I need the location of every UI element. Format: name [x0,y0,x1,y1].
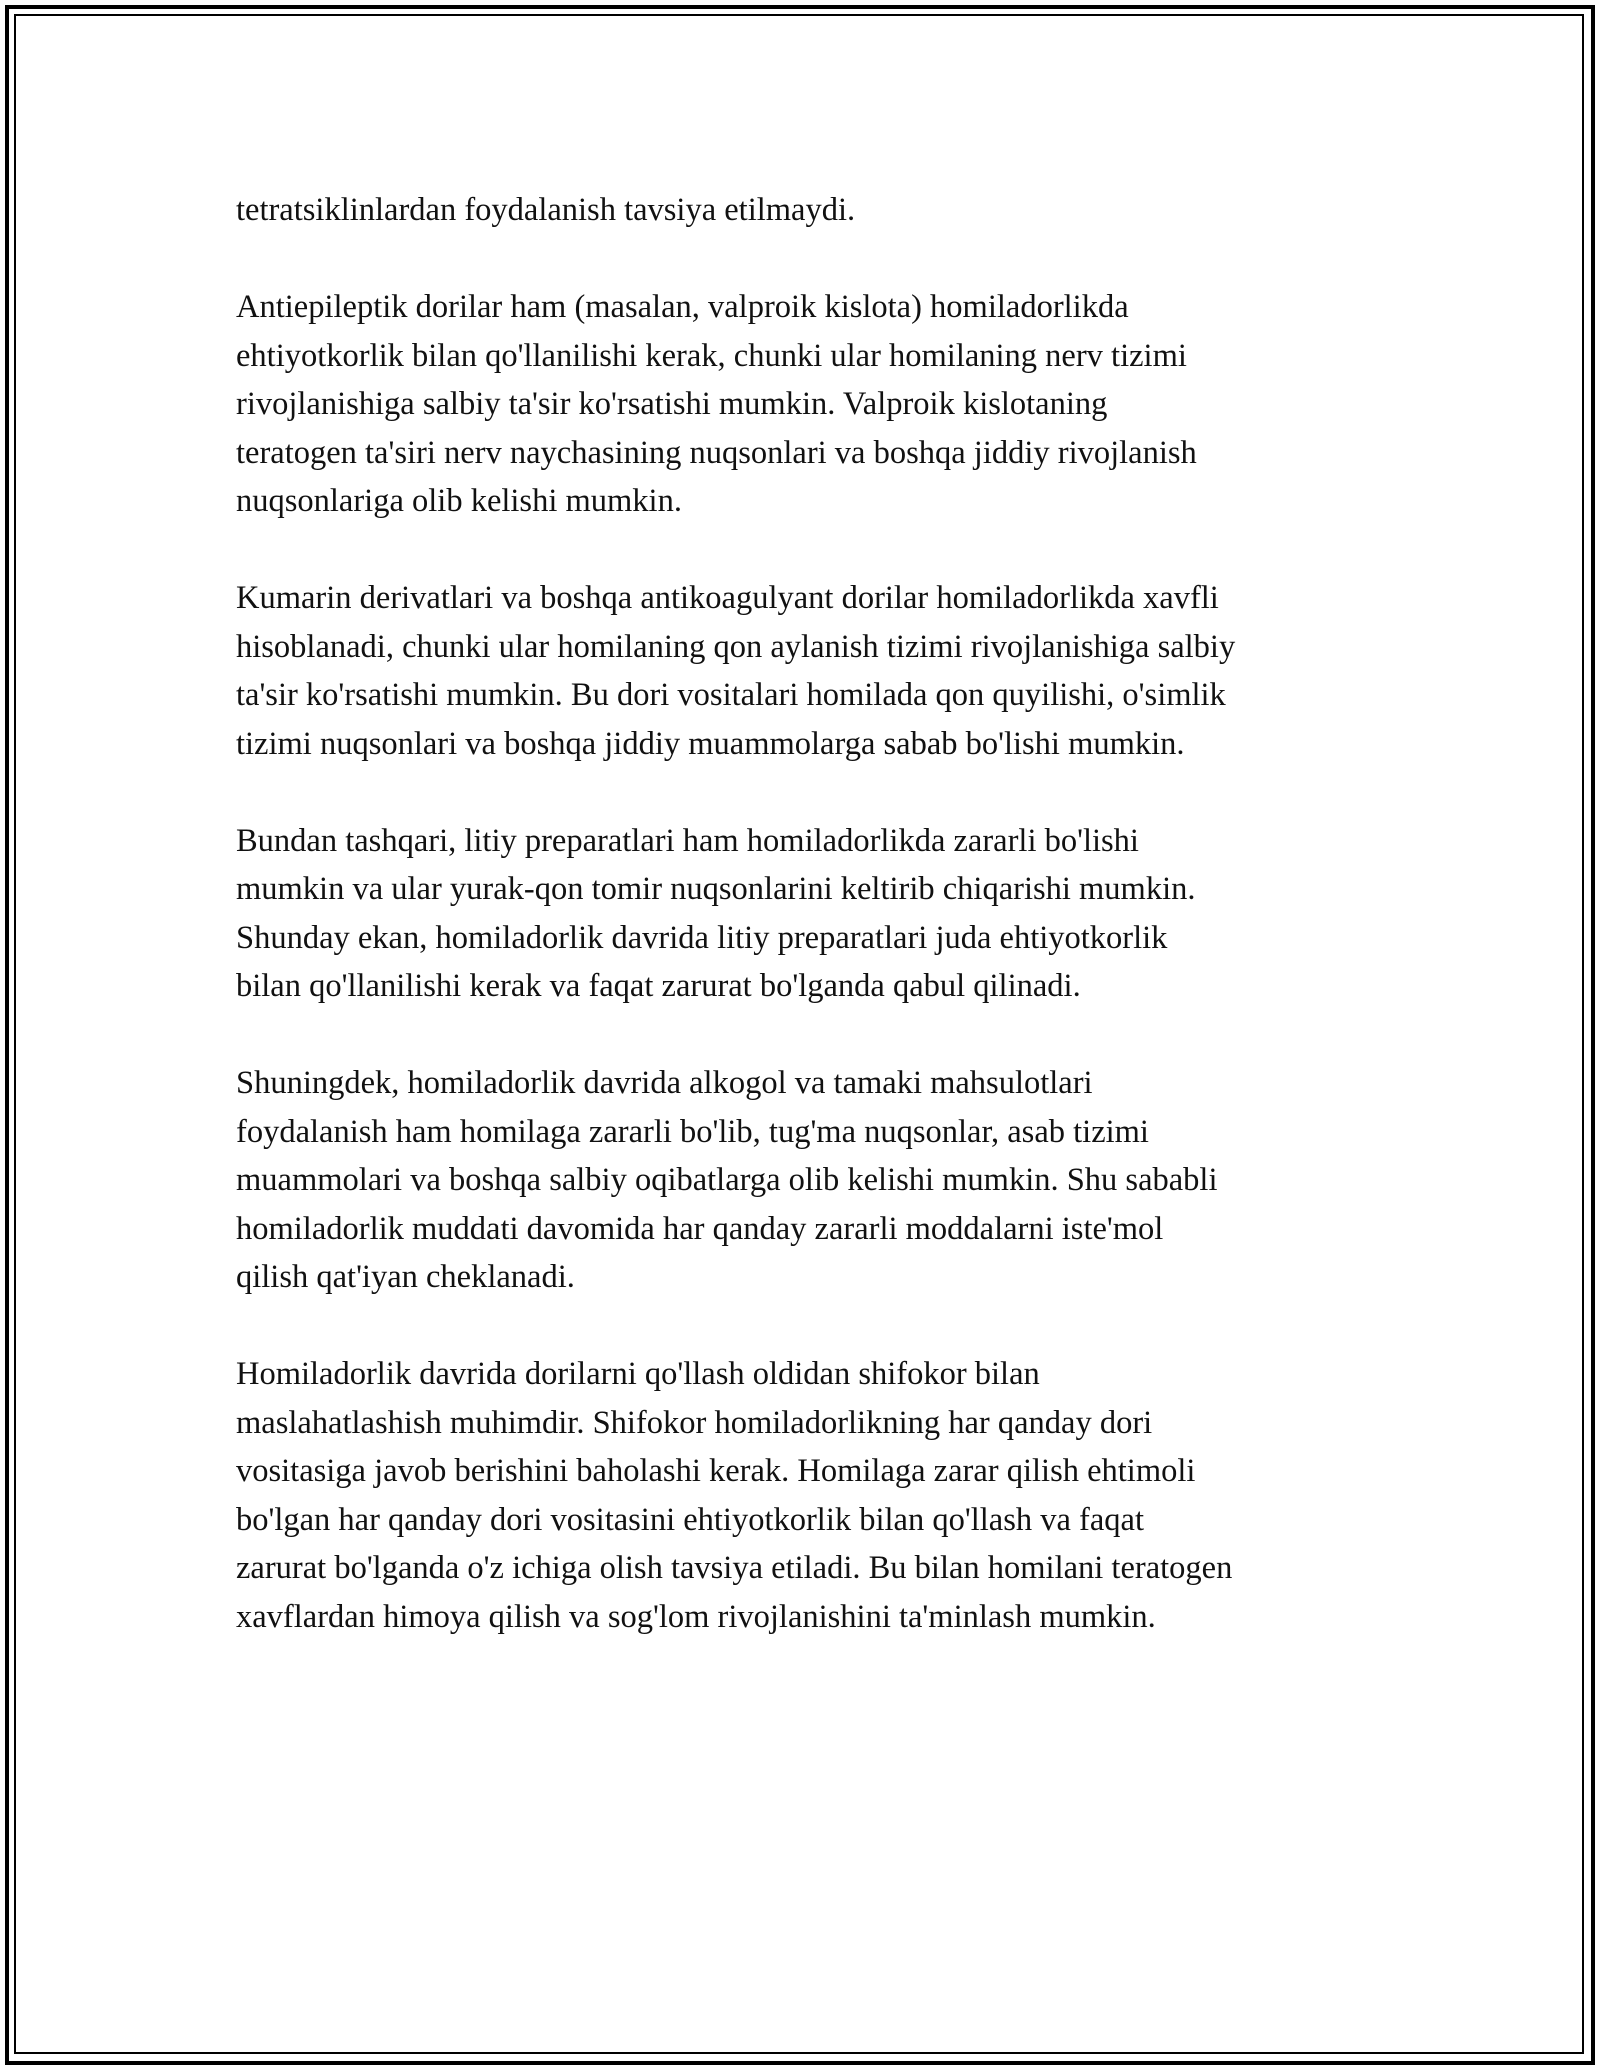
text-line: mumkin va ular yurak-qon tomir nuqsonlarini keltirib chiqarishi mumkin. [236,871,1196,907]
text-line: vositasiga javob berishini baholashi kerak. Homilaga zarar qilish ehtimoli [236,1453,1196,1489]
paragraph-6 [236,1350,1376,1641]
text-line: tizimi nuqsonlari va boshqa jiddiy muammolarga sabab bo'lishi mumkin. [236,725,1185,762]
paragraph-1 [236,186,1376,235]
text-line: bilan qo'llanilishi kerak va faqat zarurat bo'lganda qabul qilinadi. [236,968,1081,1004]
text-line: qilish qat'iyan cheklanadi. [236,1259,575,1295]
text-line: Shunday ekan, homiladorlik davrida litiy preparatlari juda ehtiyotkorlik [236,919,1168,956]
text-line: homiladorlik muddati davomida har qanday zararli moddalarni iste'mol [236,1210,1164,1247]
text-line: Bundan tashqari, litiy preparatlari ham homiladorlikda zararli bo'lishi [236,822,1139,859]
text-line: zarurat bo'lganda o'z ichiga olish tavsiya etiladi. Bu bilan homilani teratogen [236,1550,1233,1586]
text-line: tetratsiklinlardan foydalanish tavsiya etilmaydi. [236,192,856,228]
text-line: hisoblanadi, chunki ular homilaning qon aylanish tizimi rivojlanishiga salbiy [236,628,1236,665]
paragraph-2 [236,283,1376,526]
text-line: Homiladorlik davrida dorilarni qo'llash oldidan shifokor bilan [236,1356,1040,1392]
text-line: bo'lgan har qanday dori vositasini ehtiyotkorlik bilan qo'llash va faqat [236,1501,1144,1538]
text-line: muammolari va boshqa salbiy oqibatlarga olib kelishi mumkin. Shu sababli [236,1162,1218,1198]
text-line: rivojlanishiga salbiy ta'sir ko'rsatishi mumkin. Valproik kislotaning [236,386,1108,422]
text-line: maslahatlashish muhimdir. Shifokor homiladorlikning har qanday dori [236,1404,1153,1441]
paragraph-4 [236,817,1376,1011]
text-line: ehtiyotkorlik bilan qo'llanilishi kerak, chunki ular homilaning nerv tizimi [236,337,1187,374]
text-line: Kumarin derivatlari va boshqa antikoagulyant dorilar homiladorlikda xavfli [236,580,1219,616]
document-body [236,186,1376,1690]
paragraph-5 [236,1059,1376,1302]
text-line: xavflardan himoya qilish va sog'lom rivojlanishini ta'minlash mumkin. [236,1598,1156,1635]
text-line: ta'sir ko'rsatishi mumkin. Bu dori vositalari homilada qon quyilishi, o'simlik [236,677,1226,713]
text-line: teratogen ta'siri nerv naychasining nuqsonlari va boshqa jiddiy rivojlanish [236,434,1197,471]
text-line: Shuningdek, homiladorlik davrida alkogol va tamaki mahsulotlari [236,1065,1093,1101]
text-line: foydalanish ham homilaga zararli bo'lib, tug'ma nuqsonlar, asab tizimi [236,1113,1149,1150]
paragraph-3 [236,574,1376,768]
text-line: Antiepileptik dorilar ham (masalan, valproik kislota) homiladorlikda [236,289,1129,325]
text-line: nuqsonlariga olib kelishi mumkin. [236,483,682,519]
